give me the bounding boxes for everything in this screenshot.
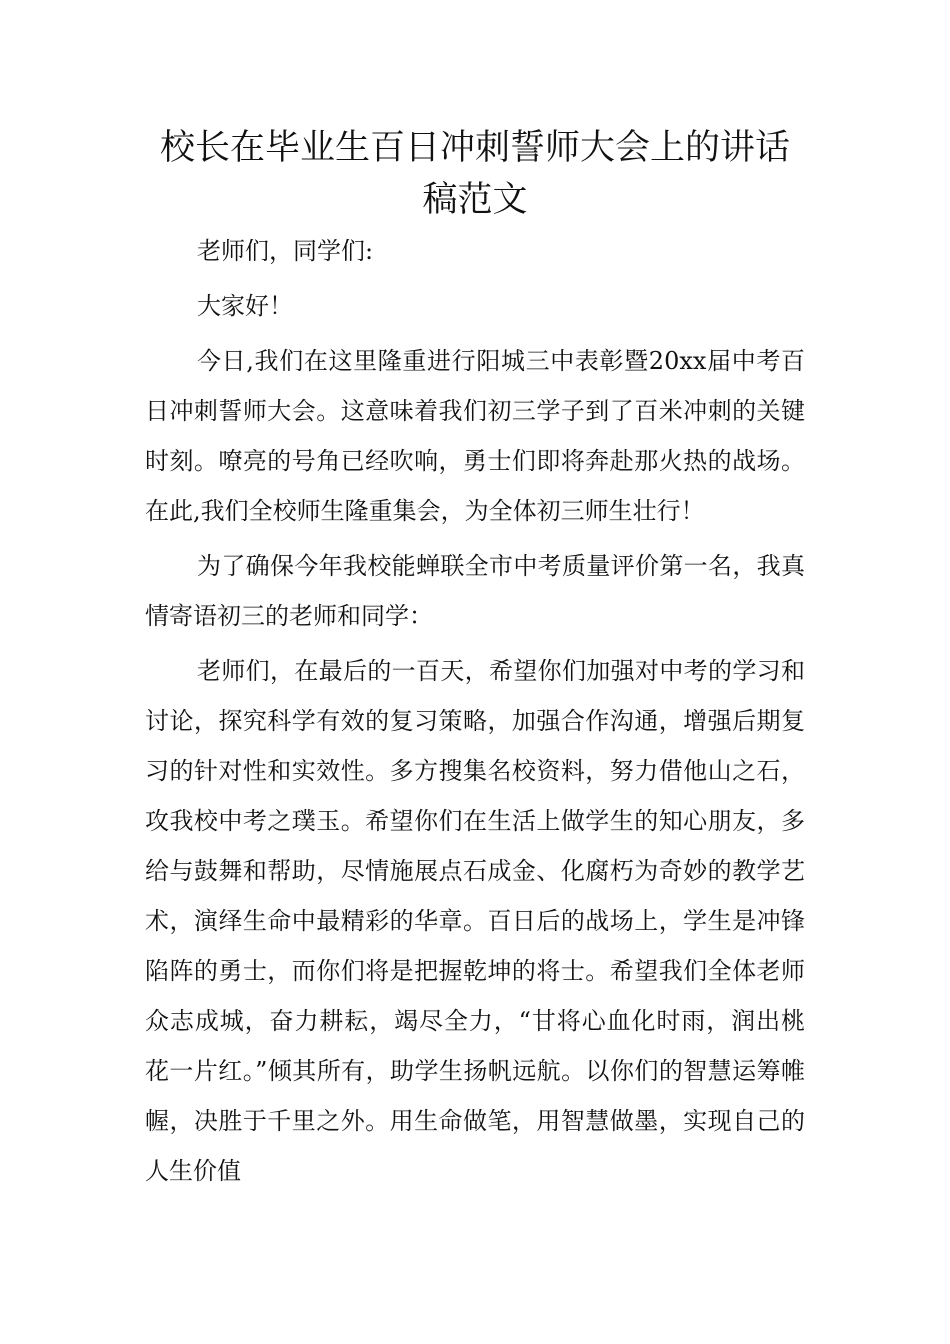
greeting: 大家好！: [197, 292, 293, 320]
title-line-2: 稿范文: [422, 180, 528, 220]
document-title: [145, 122, 805, 226]
title-line-1: 校长在毕业生百日冲刺誓师大会上的讲话: [159, 128, 790, 168]
document-body: [145, 226, 805, 1201]
paragraph-teachers: 老师们，在最后的一百天，希望你们加强对中考的学习和讨论，探究科学有效的复习策略，加强合作沟通，增强后期复习的针对性和实效性。多方搜集名校资料，努力借他山之石，攻我校中考之璞玉。希望你们在生活上做学生的知心朋友，多给与鼓舞和帮助，尽情施展点石成金、化腐朽为奇妙的教学艺术，演绎生命中最精彩的华章。百日后的战场上，学生是冲锋陷阵的勇士，而你们将是把握乾坤的将士。希望我们全体老师众志成城，奋力耕耘，竭尽全力，“甘将心血化时雨，润出桃花一片红。”倾其所有，助学生扬帆远航。以你们的智慧运筹帷幄，决胜于千里之外。用生命做笔，用智慧做墨，实现自己的人生价值: [145, 657, 805, 1185]
paragraph-message: 为了确保今年我校能蝉联全市中考质量评价第一名，我真情寄语初三的老师和同学：: [145, 552, 805, 630]
salutation: 老师们，同学们:: [197, 237, 374, 265]
paragraph-introduction: 今日,我们在这里隆重进行阳城三中表彰暨20xx届中考百日冲刺誓师大会。这意味着我们初三学子到了百米冲刺的关键时刻。嘹亮的号角已经吹响，勇士们即将奔赴那火热的战场。在此,我们全校师生隆重集会，为全体初三师生壮行！: [145, 347, 805, 525]
